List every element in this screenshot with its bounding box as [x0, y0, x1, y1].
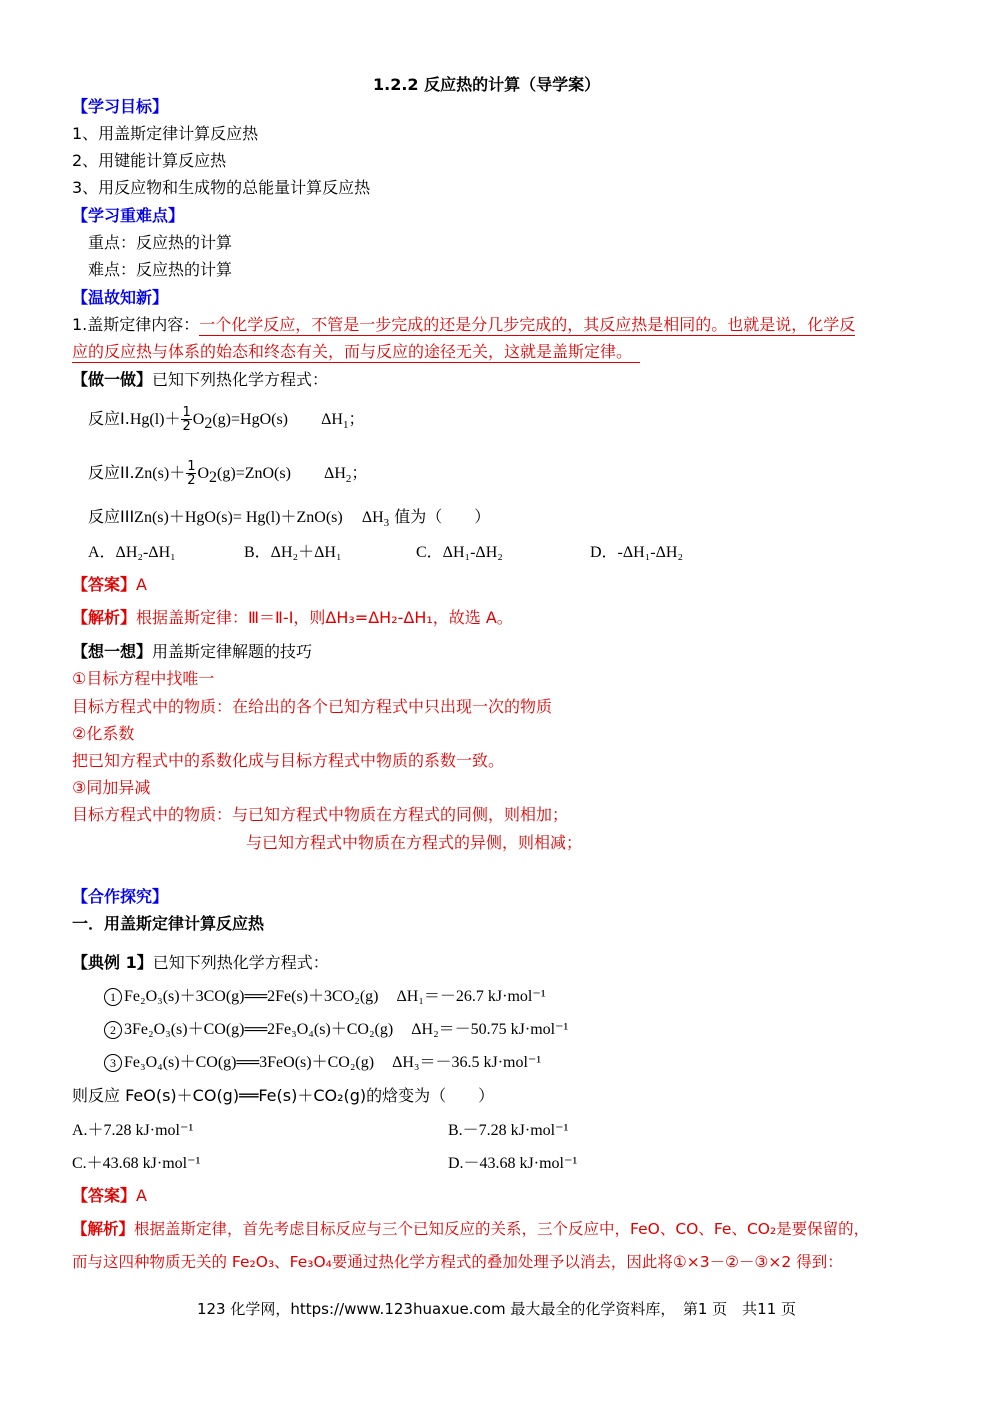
section-title: 一．用盖斯定律计算反应热: [72, 914, 265, 933]
practice-heading: 【做一做】: [72, 370, 153, 389]
circled-number: 3: [104, 1054, 122, 1072]
equation-text: Fe₂O₃(s)＋3CO(g)══2Fe(s)＋3CO₂(g): [124, 988, 379, 1005]
circled-number: 1: [104, 988, 122, 1006]
equation-text: 3Fe₂O₃(s)＋CO(g)══2Fe₃O₄(s)＋CO₂(g): [124, 1021, 394, 1038]
review-prefix: 1.盖斯定律内容：: [72, 315, 200, 334]
reaction-1: 反应I.Hg(l)＋ $\frac{1}{2}$ $O_2(g)=HgO(s)$ $\Delta H_1$；: [88, 405, 365, 434]
question-tail: 值为（ ）: [394, 507, 491, 526]
objectives-heading: 【学习目标】: [72, 97, 169, 116]
example-question: 则反应 FeO(s)＋CO(g)══Fe(s)＋CO₂(g)的焓变为（ ）: [72, 1086, 495, 1105]
key-points-heading: 【学习重难点】: [72, 206, 185, 225]
reaction-label: 反应II.: [88, 463, 135, 482]
reaction-3: 反应IIIZn(s)＋HgO(s)= Hg(l)＋ZnO(s) $\Delta H_3$ 值为（ ）: [88, 507, 491, 530]
think-line: 目标方程式中的物质：与已知方程式中物质在方程式的同侧，则相加；: [72, 805, 569, 824]
choice-a: A.＋7.28 kJ·mol⁻¹: [72, 1122, 194, 1139]
delta-h: ΔH: [321, 411, 343, 428]
reaction-text: (g)=ZnO(s): [217, 465, 291, 482]
analysis-label: 【解析】: [72, 1220, 135, 1238]
delta-h: ΔH: [324, 465, 346, 482]
answer-label: 【答案】: [72, 1186, 137, 1205]
choice-b: B.－7.28 kJ·mol⁻¹: [448, 1122, 569, 1139]
example-header: [72, 952, 329, 974]
choice-c: C.＋43.68 kJ·mol⁻¹: [72, 1155, 201, 1172]
reaction-text: (g)=HgO(s): [212, 411, 288, 428]
option-a: A．ΔH₂-ΔH₁: [88, 544, 176, 561]
page-footer: 123 化学网，https://www.123huaxue.com 最大最全的化学资料库， 第1 页 共11 页: [196, 1300, 797, 1318]
answer-value: A: [136, 575, 147, 594]
objective-item: 2、用键能计算反应热: [72, 151, 227, 170]
review-content-1: [72, 314, 855, 336]
equation-dh: ΔH₃＝－36.5 kJ·mol⁻¹: [392, 1054, 542, 1071]
page-title: 1.2.2 反应热的计算（导学案）: [373, 75, 601, 94]
think-title: 用盖斯定律解题的技巧: [152, 642, 313, 661]
think-heading: 【想一想】: [72, 642, 153, 661]
analysis-text: 根据盖斯定律，首先考虑目标反应与三个已知反应的关系，三个反应中，FeO、CO、Fe、CO₂是要保留的，: [134, 1220, 870, 1238]
fraction-half: $\frac{1}{2}$: [187, 459, 196, 488]
think-line: ③同加异减: [72, 778, 151, 797]
practice-intro: 已知下列热化学方程式：: [152, 370, 329, 389]
reaction-2: 反应II.Zn(s)＋ $\frac{1}{2}$ $O_2(g)=ZnO(s)$ $\Delta H_2$；: [88, 459, 368, 488]
equation-3: [104, 1052, 541, 1074]
option-b: B．ΔH₂＋ΔH₁: [244, 544, 342, 561]
analysis-label: 【解析】: [72, 608, 137, 627]
option-c: C．ΔH₁-ΔH₂: [416, 544, 503, 561]
reaction-text: Hg(l)＋: [129, 411, 181, 428]
option-d: D．-ΔH₁-ΔH₂: [590, 544, 684, 561]
practice-answer: [72, 574, 147, 596]
example-analysis-1: [72, 1218, 869, 1240]
review-content-2: [72, 341, 640, 363]
reaction-text: O: [197, 465, 210, 482]
answer-value: A: [136, 1186, 147, 1205]
equation-2: [104, 1019, 568, 1041]
think-line: ①目标方程中找唯一: [72, 669, 215, 688]
practice-analysis: [72, 607, 513, 629]
reaction-text: O: [192, 411, 205, 428]
review-heading: 【温故知新】: [72, 288, 169, 307]
equation-text: Fe₃O₄(s)＋CO(g)══3FeO(s)＋CO₂(g): [124, 1054, 375, 1071]
example-intro: 已知下列热化学方程式：: [152, 953, 329, 972]
objective-item: 3、用反应物和生成物的总能量计算反应热: [72, 178, 371, 197]
reaction-text: Zn(s)＋: [134, 465, 186, 482]
think-line: ②化系数: [72, 724, 135, 743]
example-label: 【典例 1】: [72, 953, 153, 972]
hess-law-text: 一个化学反应，不管是一步完成的还是分几步完成的，其反应热是相同的。也就是说，化学反: [199, 315, 856, 334]
reaction-label: 反应III: [88, 507, 135, 526]
example-answer: [72, 1185, 147, 1207]
objective-item: 1、用盖斯定律计算反应热: [72, 124, 259, 143]
think-line: 与已知方程式中物质在方程式的异侧，则相减；: [246, 833, 583, 852]
key-point: 重点：反应热的计算: [88, 233, 233, 252]
equation-dh: ΔH₁＝－26.7 kJ·mol⁻¹: [396, 988, 546, 1005]
fraction-half: $\frac{1}{2}$: [182, 405, 191, 434]
equation-dh: ΔH₂＝－50.75 kJ·mol⁻¹: [411, 1021, 569, 1038]
reaction-label: 反应I.: [88, 409, 130, 428]
reaction-text: Zn(s)＋HgO(s)= Hg(l)＋ZnO(s): [134, 509, 343, 526]
practice-header: [72, 369, 328, 391]
analysis-text: 根据盖斯定律：Ⅲ＝Ⅱ-Ⅰ，则ΔH₃=ΔH₂-ΔH₁，故选 A。: [136, 608, 513, 627]
difficulty-point: 难点：反应热的计算: [88, 260, 233, 279]
think-header: [72, 641, 312, 663]
hess-law-text-2: 应的反应热与体系的始态和终态有关，而与反应的途径无关，这就是盖斯定律。: [72, 342, 640, 363]
example-analysis-2: 而与这四种物质无关的 Fe₂O₃、Fe₃O₄要通过热化学方程式的叠加处理予以消去，因此将①×3－②－③×2 得到：: [72, 1253, 843, 1271]
explore-heading: 【合作探究】: [72, 887, 169, 906]
answer-label: 【答案】: [72, 575, 137, 594]
equation-1: [104, 986, 546, 1008]
think-line: 目标方程式中的物质：在给出的各个已知方程式中只出现一次的物质: [72, 697, 553, 716]
think-line: 把已知方程式中的系数化成与目标方程式中物质的系数一致。: [72, 751, 505, 770]
delta-h: ΔH: [361, 509, 384, 526]
choice-d: D.－43.68 kJ·mol⁻¹: [448, 1155, 578, 1172]
circled-number: 2: [104, 1021, 122, 1039]
